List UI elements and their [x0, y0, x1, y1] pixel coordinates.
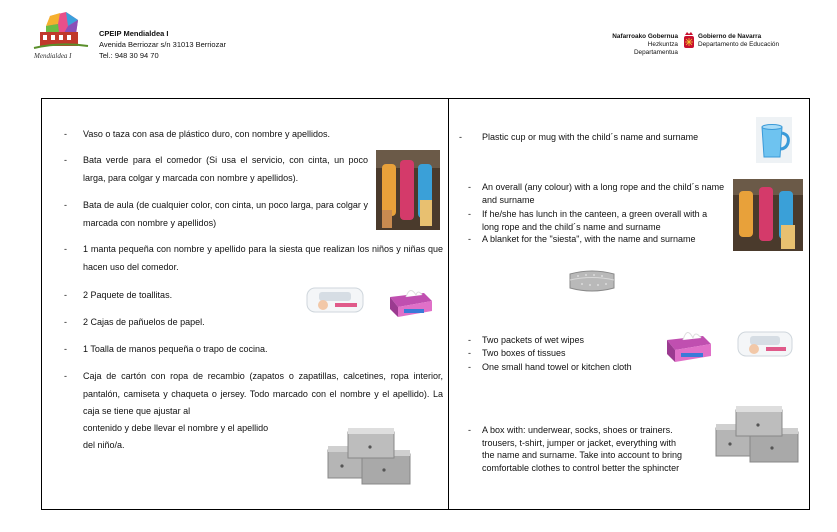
wet-wipes-photo	[736, 326, 794, 360]
storage-boxes-photo	[714, 404, 802, 464]
list-item: Plastic cup or mug with the child´s name and surname	[482, 132, 699, 142]
list-item: - 1 Toalla de manos pequeña o trapo de cocina.	[83, 341, 383, 359]
hanging-overalls-photo	[376, 150, 440, 230]
gov-spanish-name: Gobierno de Navarra	[698, 33, 762, 40]
storage-boxes-photo	[326, 428, 414, 486]
list-item: An overall (any colour) with a long rope and the child´s name and surname	[482, 182, 725, 205]
school-logo	[30, 10, 92, 62]
list-item-continuation: del niño/a.	[83, 440, 125, 450]
list-item: - Caja de cartón con ropa de recambio (zapatos o zapatillas, calcetines, ropa interior, pantalón, camiseta y chaqueta o jersey. Todo marcado con el nombre y el apellido). La caja se tiene que ajustar al	[83, 368, 443, 421]
list-item: - Bata verde para el comedor (Si usa el servicio, con cinta, un poco larga, para colgar y marcada con nombre y apellidos).	[83, 152, 368, 187]
logo-caption: Mendialdea I	[34, 52, 72, 60]
gov-basque-dept: Hezkuntza Departamentua	[633, 41, 678, 56]
school-phone: Tel.: 948 30 94 70	[99, 51, 159, 60]
gov-basque-name: Nafarroako Gobernua	[612, 33, 678, 40]
list-item: A box with: underwear, socks, shoes or trainers. trousers, t-shirt, jumper or jacket, everything with the name and surname. Take into account to bring comfortable clothes to control better the sphincter	[482, 425, 682, 473]
list-item: - 2 Cajas de pañuelos de papel.	[83, 314, 303, 332]
list-item: Two boxes of tissues	[482, 348, 566, 358]
list-item: If he/she has lunch in the canteen, a green overall with a long rope and the child´s name and surname	[482, 209, 708, 232]
list-item: - Vaso o taza con asa de plástico duro, con nombre y apellidos.	[83, 126, 443, 144]
plastic-cup-photo	[756, 117, 792, 163]
wet-wipes-photo	[305, 282, 365, 316]
school-info	[99, 28, 226, 61]
school-name: CPEIP Mendialdea I	[99, 29, 169, 38]
column-divider	[448, 98, 449, 509]
tissues-box-photo	[388, 283, 434, 319]
school-address: Avenida Berriozar s/n 31013 Berriozar	[99, 40, 227, 49]
list-item: - Bata de aula (de cualquier color, con cinta, un poco larga, para colgar y marcada con nombre y apellidos)	[83, 197, 368, 232]
folded-blanket-photo	[566, 266, 618, 296]
list-item: A blanket for the "siesta", with the name and surname	[482, 234, 696, 244]
list-item: - 1 manta pequeña con nombre y apellido para la siesta que realizan los niños y niñas que hacen uso del comedor.	[83, 241, 443, 276]
list-item: One small hand towel or kitchen cloth	[482, 362, 632, 372]
list-item: Two packets of wet wipes	[482, 335, 585, 345]
tissues-box-photo	[665, 326, 713, 364]
hanging-overalls-photo	[733, 179, 803, 251]
gov-spanish-dept: Departamento de Educación	[698, 41, 780, 48]
navarra-crest-icon	[683, 32, 695, 50]
list-item-continuation: contenido y debe llevar el nombre y el apellido	[83, 423, 269, 433]
list-item: - 2 Paquete de toallitas.	[83, 287, 303, 305]
